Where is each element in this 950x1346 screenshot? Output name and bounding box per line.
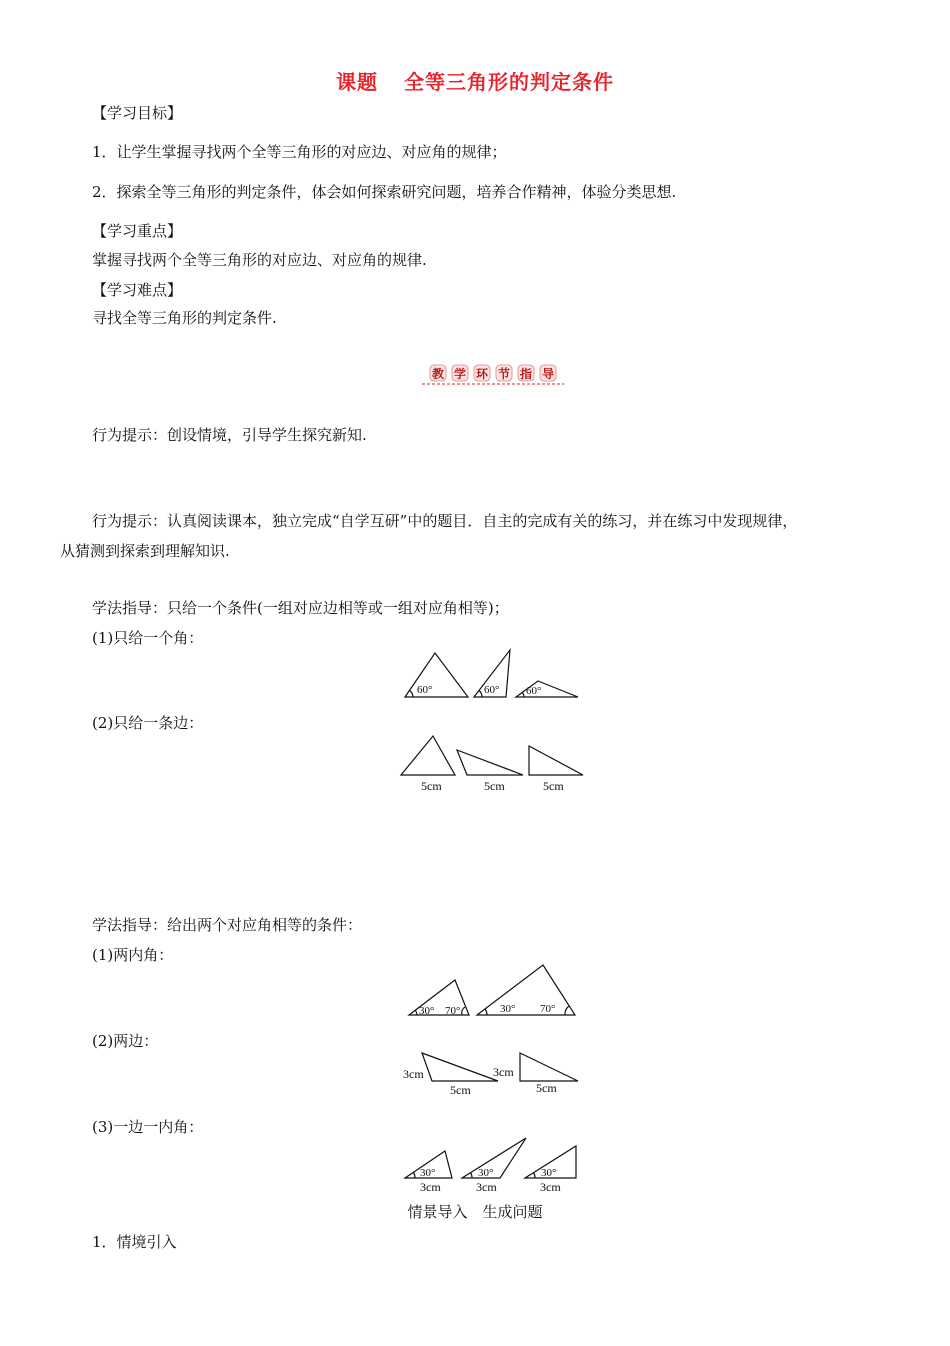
guide-banner [420, 362, 566, 388]
angle-arc [462, 1007, 465, 1015]
objective-item-2: 2．探索全等三角形的判定条件，体会如何探索研究问题，培养合作精神，体验分类思想. [92, 183, 677, 201]
angle-label: 60° [526, 685, 542, 697]
guide-char: 环 [475, 367, 489, 381]
figure-two-sides [400, 1048, 585, 1100]
angle-arc [565, 1006, 569, 1015]
method-2-case-1: (1)两内角： [92, 946, 174, 964]
key-points-text: 掌握寻找两个全等三角形的对应边、对应角的规律. [92, 251, 427, 269]
method-2-intro: 学法指导：给出两个对应角相等的条件： [92, 916, 363, 934]
angle-arc [534, 1173, 536, 1179]
angle-arc [414, 1173, 416, 1179]
angle-label: 60° [417, 684, 433, 696]
side-label: 5cm [536, 1081, 557, 1095]
figure-side-angle [400, 1134, 585, 1196]
page-title [0, 66, 950, 95]
side-label: 5cm [484, 779, 505, 793]
title-label: 课题 [336, 70, 378, 94]
side-label: 3cm [493, 1065, 514, 1079]
triangle [520, 1053, 578, 1081]
difficulties-heading: 【学习难点】 [92, 281, 183, 299]
final-item: 1．情境引入 [92, 1233, 177, 1251]
angle-label: 30° [541, 1167, 557, 1179]
method-1-intro: 学法指导：只给一个条件(一组对应边相等或一组对应角相等)； [92, 599, 509, 617]
objective-item-1: 1．让学生掌握寻找两个全等三角形的对应边、对应角的规律； [92, 143, 507, 161]
triangle [457, 750, 523, 775]
side-label: 5cm [421, 779, 442, 793]
angle-label: 70° [445, 1005, 461, 1017]
angle-label: 70° [540, 1003, 556, 1015]
title-text: 全等三角形的判定条件 [404, 70, 614, 94]
angle-arc [416, 1011, 418, 1016]
side-label: 3cm [476, 1180, 497, 1194]
key-points-heading: 【学习重点】 [92, 222, 183, 240]
angle-arc [471, 1173, 473, 1179]
angle-label: 30° [420, 1167, 436, 1179]
hint-2-line-2: 从猜测到探索到理解知识. [60, 542, 230, 560]
triangle [422, 1053, 498, 1081]
angle-arc [479, 691, 482, 698]
figure-two-angles [405, 960, 583, 1020]
guide-char: 指 [519, 367, 533, 381]
side-label: 5cm [543, 779, 564, 793]
hint-2-line-1: 行为提示：认真阅读课本，独立完成“自学互研”中的题目．自主的完成有关的练习，并在练习中发现规律， [92, 512, 798, 530]
objectives-heading: 【学习目标】 [92, 104, 183, 122]
angle-arc [410, 691, 414, 698]
angle-arc [485, 1009, 487, 1015]
side-label: 3cm [420, 1180, 441, 1194]
side-label: 5cm [450, 1083, 471, 1097]
method-1-case-1: (1)只给一个角： [92, 629, 204, 647]
figure-one-angle [400, 645, 585, 703]
figure-one-side [395, 730, 590, 796]
triangle [477, 965, 575, 1015]
triangle [462, 1138, 526, 1178]
triangle [401, 736, 455, 775]
guide-banner-chars [430, 365, 556, 381]
side-label: 3cm [540, 1180, 561, 1194]
triangle [529, 746, 583, 775]
angle-label: 30° [500, 1003, 516, 1015]
hint-1: 行为提示：创设情境，引导学生探究新知. [92, 426, 367, 444]
difficulties-text: 寻找全等三角形的判定条件. [92, 309, 277, 327]
guide-char: 学 [453, 367, 467, 381]
angle-label: 30° [419, 1005, 435, 1017]
side-label: 3cm [403, 1067, 424, 1081]
method-2-case-3: (3)一边一内角： [92, 1118, 204, 1136]
angle-arc [522, 692, 524, 697]
method-2-case-2: (2)两边： [92, 1032, 159, 1050]
angle-label: 60° [484, 684, 500, 696]
guide-char: 教 [431, 367, 445, 381]
guide-char: 节 [497, 367, 511, 381]
angle-label: 30° [478, 1167, 494, 1179]
guide-char: 导 [541, 367, 555, 381]
section-label: 情景导入 生成问题 [407, 1203, 543, 1221]
method-1-case-2: (2)只给一条边： [92, 714, 204, 732]
triangle [405, 653, 468, 697]
